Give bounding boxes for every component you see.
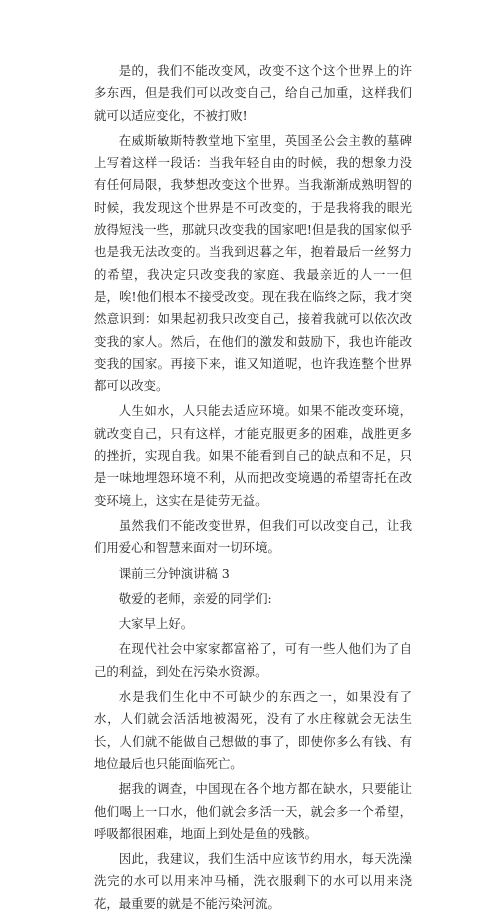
- salutation: 敬爱的老师，亲爱的同学们:: [118, 590, 272, 606]
- paragraph: 是的，我们不能改变风，改变不这个这个世界上的许多东西，但是我们可以改变自己，给自己加重，这样我们就可以适应变化，不被打败!: [94, 63, 412, 123]
- paragraph: 据我的调查，中国现在各个地方都在缺水，只要能让他们喝上一口水，他们就会多活一天，就会多一个希望，呼吸都很困难，地面上到处是鱼的残骸。: [94, 781, 412, 841]
- document-body: [94, 60, 412, 915]
- greeting: 大家早上好。: [118, 616, 194, 632]
- paragraph: 因此，我建议，我们生活中应该节约用水，每天洗澡洗完的水可以用来冲马桶，洗衣服剩下的水可以用来浇花，最重要的就是不能污染河流。: [94, 851, 412, 911]
- paragraph: 在现代社会中家家都富裕了，可有一些人他们为了自己的利益，到处在污染水资源。: [94, 641, 412, 679]
- paragraph: 水是我们生化中不可缺少的东西之一，如果没有了水，人们就会活活地被渴死，没有了水庄稼就会无法生长，人们就不能做自己想做的事了，即使你多么有钱、有地位最后也只能面临死亡。: [94, 689, 412, 771]
- paragraph: 人生如水，人只能去适应环境。如果不能改变环境，就改变自己，只有这样，才能克服更多的困难，战胜更多的挫折，实现自我。如果不能看到自己的缺点和不足，只是一味地埋怨环境不利，从而把改变境遇的希望寄托在改变环境上，这实在是徒劳无益。: [94, 403, 412, 508]
- paragraph: 在威斯敏斯特教堂地下室里，英国圣公会主教的墓碑上写着这样一段话：当我年轻自由的时候，我的想象力没有任何局限，我梦想改变这个世界。当我渐渐成熟明智的时候，我发现这个世界是不可改变的，于是我将我的眼光放得短浅一些，那就只改变我的国家吧!但是我的国家似乎也是我无法改变的。当我到迟暮之年，抱着最后一丝努力的希望，我决定只改变我的家庭、我最亲近的人一一但是，唉!他们根本不接受改变。现在我在临终之际，我才突然意识到：如果起初我只改变自己，接着我就可以依次改变我的家人。然后，在他们的激发和鼓励下，我也许能改变我的国家。再接下来，谁又知道呢，也许我连整个世界都可以改变。: [94, 132, 412, 394]
- section-heading: 课前三分钟演讲稿 3: [118, 565, 230, 581]
- paragraph: 虽然我们不能改变世界，但我们可以改变自己，让我们用爱心和智慧来面对一切环境。: [94, 517, 412, 556]
